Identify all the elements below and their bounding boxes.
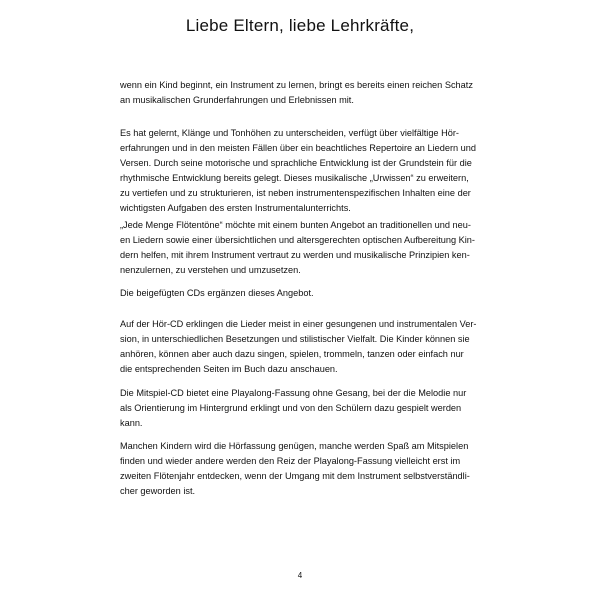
text-line: en Liedern sowie einer übersichtlichen und altersgerechten optischen Aufbereitung Kin-: [120, 235, 475, 245]
text-line: anhören, können aber auch dazu singen, spielen, trommeln, tanzen oder einfach nur: [120, 349, 464, 359]
text-line: kann.: [120, 418, 143, 428]
paragraph-7: [120, 439, 496, 499]
page-number: 4: [297, 571, 303, 580]
text-line: „Jede Menge Flötentöne“ möchte mit einem bunten Angebot an traditionellen und neu-: [120, 220, 471, 230]
text-line: cher geworden ist.: [120, 486, 196, 496]
text-line: wenn ein Kind beginnt, ein Instrument zu lernen, bringt es bereits einen reichen Schatz: [120, 80, 473, 90]
paragraph-1: [120, 78, 496, 108]
text-line: an musikalischen Grunderfahrungen und Erlebnissen mit.: [120, 95, 354, 105]
text-line: erfahrungen und in den meisten Fällen über ein beachtliches Repertoire an Liedern und: [120, 143, 476, 153]
page-title: Liebe Eltern, liebe Lehrkräfte,: [185, 16, 415, 35]
text-line: sion, in unterschiedlichen Besetzungen und stilistischer Vielfalt. Die Kinder können sie: [120, 334, 470, 344]
paragraph-2: [120, 126, 496, 216]
paragraph-4: [120, 286, 496, 301]
text-line: finden und wieder andere werden den Reiz der Playalong-Fassung vielleicht erst im: [120, 456, 461, 466]
text-line: Versen. Durch seine motorische und sprachliche Entwicklung ist der Grundstein für die: [120, 158, 472, 168]
text-line: Die Mitspiel-CD bietet eine Playalong-Fassung ohne Gesang, bei der die Melodie nur: [120, 388, 467, 398]
text-line: rhythmische Entwicklung bereits gelegt. Dieses musikalische „Urwissen“ zu erweitern,: [120, 173, 469, 183]
text-line: Auf der Hör-CD erklingen die Lieder meist in einer gesungenen und instrumentalen Ver-: [120, 319, 477, 329]
text-line: nenzulernen, zu verstehen und umzusetzen.: [120, 265, 301, 275]
text-line: zweiten Flötenjahr entdecken, wenn der Umgang mit dem Instrument selbstverständli-: [120, 471, 470, 481]
paragraph-5: [120, 317, 496, 377]
text-line: die entsprechenden Seiten im Buch dazu anschauen.: [120, 364, 338, 374]
text-line: zu vertiefen und zu strukturieren, ist neben instrumentenspezifischen Inhalten eine der: [120, 188, 471, 198]
text-line: wichtigsten Aufgaben des ersten Instrumentalunterrichts.: [120, 203, 351, 213]
text-line: Die beigefügten CDs ergänzen dieses Angebot.: [120, 288, 314, 298]
text-line: Manchen Kindern wird die Hörfassung genügen, manche werden Spaß am Mitspielen: [120, 441, 469, 451]
text-line: Es hat gelernt, Klänge und Tonhöhen zu unterscheiden, verfügt über vielfältige Hör-: [120, 128, 459, 138]
text-line: als Orientierung im Hintergrund erklingt und von den Schülern dazu gespielt werden: [120, 403, 462, 413]
paragraph-6: [120, 386, 496, 431]
paragraph-3: [120, 218, 496, 278]
text-line: dern helfen, mit ihrem Instrument vertraut zu werden und musikalische Prinzipien ken-: [120, 250, 470, 260]
